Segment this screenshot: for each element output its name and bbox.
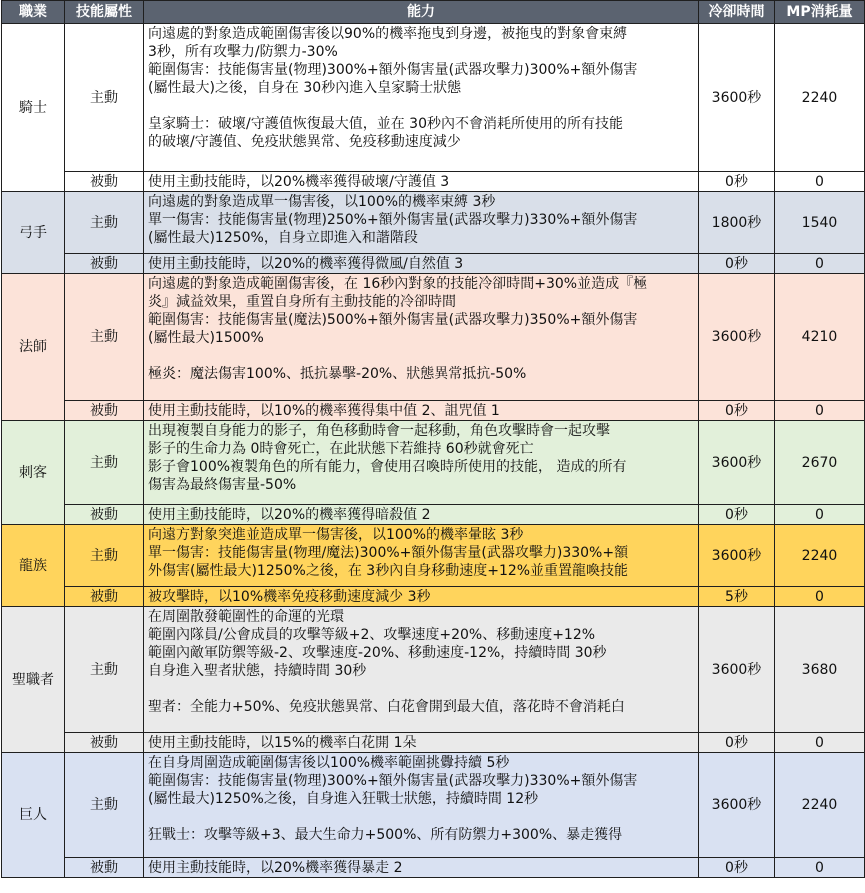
header-skill-type: 技能屬性: [65, 1, 144, 24]
mp-cost: 0: [775, 858, 865, 878]
job-name: 法師: [2, 274, 65, 421]
mp-cost: 2670: [775, 421, 865, 505]
table-row: [2, 525, 865, 587]
mp-cost: 2240: [775, 525, 865, 587]
header-job: 職業: [2, 1, 65, 24]
table-row: [2, 274, 865, 401]
header-ability: 能力: [144, 1, 699, 24]
ability-text: 使用主動技能時，以20%的機率獲得微風/自然值 3: [144, 254, 699, 274]
table-row: [2, 172, 865, 192]
cooldown: 3600秒: [699, 607, 775, 733]
skill-type: 被動: [65, 505, 144, 525]
ability-text: 出現複製自身能力的影子，角色移動時會一起移動，角色攻擊時會一起攻擊 影子的生命力為 0時會死亡，在此狀態下若維持 60秒就會死亡 影子會100%複製角色的所有能力，會使用召喚時所使用的技能， 造成的所有 傷害為最終傷害量-50%: [144, 421, 699, 505]
skill-type: 被動: [65, 172, 144, 192]
cooldown: 0秒: [699, 401, 775, 421]
table-row: [2, 505, 865, 525]
table-row: [2, 733, 865, 753]
skill-type: 主動: [65, 753, 144, 858]
table-row: [2, 254, 865, 274]
skill-table: [1, 0, 865, 878]
cooldown: 3600秒: [699, 24, 775, 172]
table-row: [2, 24, 865, 172]
mp-cost: 1540: [775, 192, 865, 254]
skill-type: 主動: [65, 421, 144, 505]
cooldown: 0秒: [699, 254, 775, 274]
cooldown: 3600秒: [699, 525, 775, 587]
cooldown: 0秒: [699, 733, 775, 753]
cooldown: 1800秒: [699, 192, 775, 254]
mp-cost: 0: [775, 401, 865, 421]
job-name: 巨人: [2, 753, 65, 878]
ability-text: 向遠處的對象造成範圍傷害後以90%的機率拖曳到身邊，被拖曳的對象會束縛 3秒，所有攻擊力/防禦力-30% 範圍傷害：技能傷害量(物理)300%+額外傷害量(武器攻擊力)300%+額外傷害 (屬性最大)之後，自身在 30秒內進入皇家騎士狀態 皇家騎士：破壞/守護值恢復最大值，並在 30秒內不會消耗所使用的所有技能 的破壞/守護值、免疫狀態異常、免疫移動速度減少: [144, 24, 699, 172]
header-cooldown: 冷卻時間: [699, 1, 775, 24]
ability-text: 在周圍散發範圍性的命運的光環 範圍內隊員/公會成員的攻擊等級+2、攻擊速度+20%、移動速度+12% 範圍內敵軍防禦等級-2、攻擊速度-20%、移動速度-12%，持續時間 30秒 自身進入聖者狀態，持續時間 30秒 聖者：全能力+50%、免疫狀態異常、白花會開到最大值，落花時不會消耗白: [144, 607, 699, 733]
ability-text: 向遠處的對象造成範圍傷害後，在 16秒內對象的技能冷卻時間+30%並造成『極 炎』減益效果，重置自身所有主動技能的冷卻時間 範圍傷害：技能傷害量(魔法)500%+額外傷害量(武器攻擊力)350%+額外傷害 (屬性最大)1500% 極炎：魔法傷害100%、抵抗暴擊-20%、狀態異常抵抗-50%: [144, 274, 699, 401]
header-row: [2, 1, 865, 24]
ability-text: 使用主動技能時，以20%機率獲得暴走 2: [144, 858, 699, 878]
cooldown: 0秒: [699, 172, 775, 192]
mp-cost: 2240: [775, 24, 865, 172]
job-name: 龍族: [2, 525, 65, 607]
ability-text: 使用主動技能時，以15%的機率白花開 1朵: [144, 733, 699, 753]
job-name: 聖職者: [2, 607, 65, 753]
cooldown: 3600秒: [699, 753, 775, 858]
job-name: 騎士: [2, 24, 65, 192]
mp-cost: 0: [775, 505, 865, 525]
job-name: 弓手: [2, 192, 65, 274]
skill-type: 被動: [65, 858, 144, 878]
ability-text: 使用主動技能時，以20%的機率獲得暗殺值 2: [144, 505, 699, 525]
skill-type: 被動: [65, 254, 144, 274]
mp-cost: 0: [775, 254, 865, 274]
cooldown: 3600秒: [699, 421, 775, 505]
table-row: [2, 192, 865, 254]
mp-cost: 3680: [775, 607, 865, 733]
cooldown: 5秒: [699, 587, 775, 607]
mp-cost: 2240: [775, 753, 865, 858]
skill-type: 主動: [65, 192, 144, 254]
mp-cost: 0: [775, 587, 865, 607]
cooldown: 3600秒: [699, 274, 775, 401]
mp-cost: 0: [775, 172, 865, 192]
table-row: [2, 401, 865, 421]
ability-text: 向遠處的對象造成單一傷害後，以100%的機率束縛 3秒 單一傷害：技能傷害量(物理)250%+額外傷害量(武器攻擊力)330%+額外傷害 (屬性最大)1250%，自身立即進入和諧階段: [144, 192, 699, 254]
table-row: [2, 753, 865, 858]
table-row: [2, 421, 865, 505]
skill-type: 被動: [65, 733, 144, 753]
cooldown: 0秒: [699, 505, 775, 525]
ability-text: 被攻擊時，以10%機率免疫移動速度減少 3秒: [144, 587, 699, 607]
mp-cost: 0: [775, 733, 865, 753]
skill-type: 主動: [65, 525, 144, 587]
table-row: [2, 607, 865, 733]
ability-text: 使用主動技能時，以20%機率獲得破壞/守護值 3: [144, 172, 699, 192]
mp-cost: 4210: [775, 274, 865, 401]
header-mp-cost: MP消耗量: [775, 1, 865, 24]
cooldown: 0秒: [699, 858, 775, 878]
ability-text: 使用主動技能時，以10%的機率獲得集中值 2、詛咒值 1: [144, 401, 699, 421]
skill-type: 被動: [65, 587, 144, 607]
skill-type: 主動: [65, 24, 144, 172]
skill-type: 主動: [65, 274, 144, 401]
table-row: [2, 587, 865, 607]
job-name: 刺客: [2, 421, 65, 525]
skill-type: 主動: [65, 607, 144, 733]
ability-text: 在自身周圍造成範圍傷害後以100%機率範圍挑釁持續 5秒 範圍傷害：技能傷害量(物理)300%+額外傷害量(武器攻擊力)330%+額外傷害 (屬性最大)1250%之後，自身進入狂戰士狀態，持續時間 12秒 狂戰士：攻擊等級+3、最大生命力+500%、所有防禦力+300%、暴走獲得: [144, 753, 699, 858]
ability-text: 向遠方對象突進並造成單一傷害後，以100%的機率暈眩 3秒 單一傷害：技能傷害量(物理/魔法)300%+額外傷害量(武器攻擊力)330%+額 外傷害(屬性最大)1250%之後，在 3秒內自身移動速度+12%並重置龍喚技能: [144, 525, 699, 587]
table-row: [2, 858, 865, 878]
skill-type: 被動: [65, 401, 144, 421]
